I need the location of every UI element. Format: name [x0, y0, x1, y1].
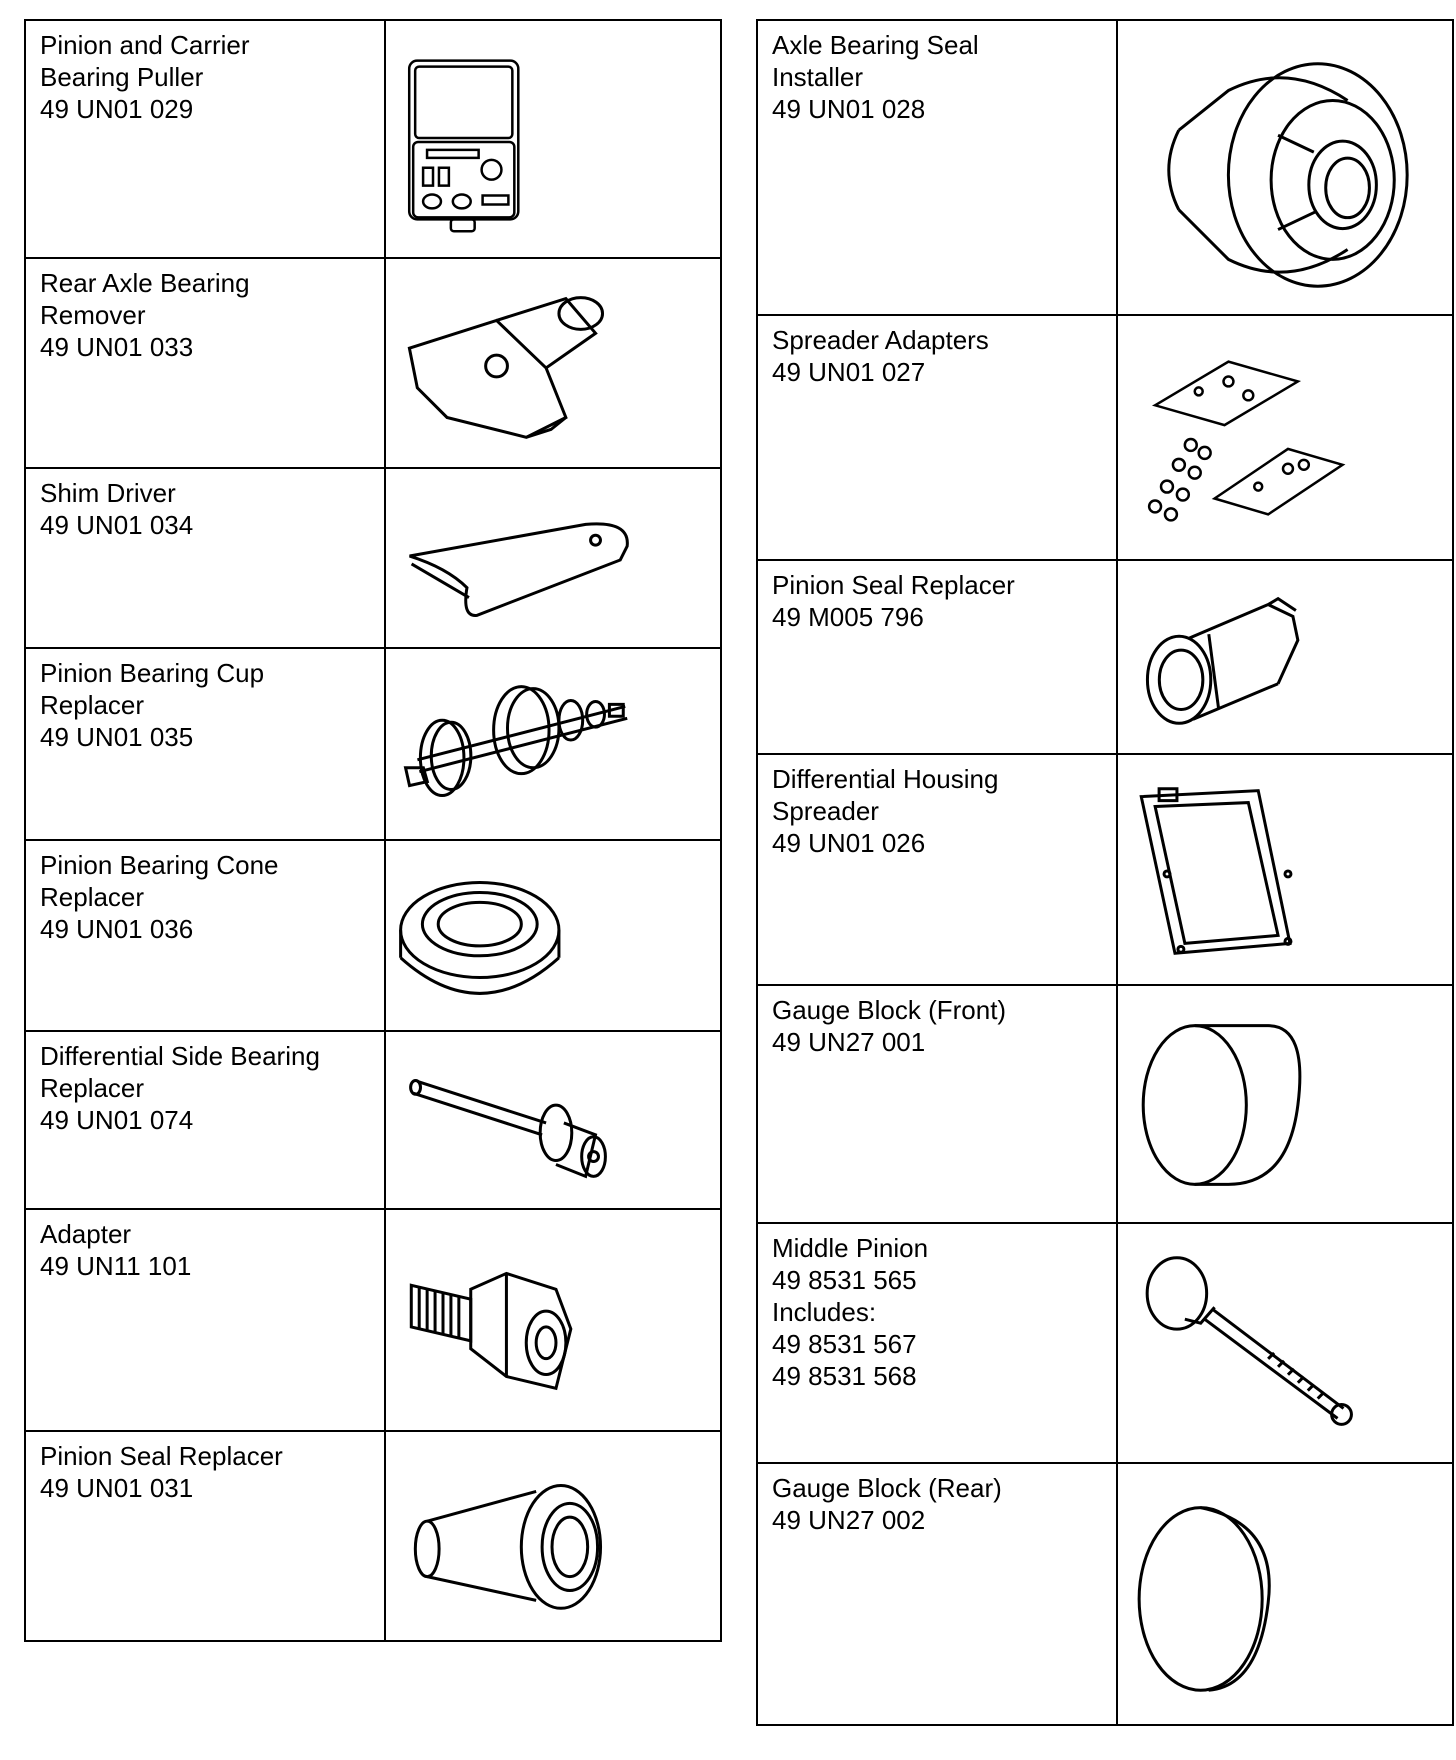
tool-illustration-cell [385, 648, 721, 840]
tool-name-line: Middle Pinion [772, 1233, 929, 1263]
tool-illustration-cell [385, 1431, 721, 1641]
tool-name-line: Rear Axle Bearing [40, 268, 250, 298]
tool-name-line: Pinion Seal Replacer [772, 570, 1015, 600]
tool-label-cell [25, 1431, 385, 1641]
tool-row [757, 985, 1453, 1223]
tool-part-number: 49 UN01 028 [772, 94, 926, 124]
tool-name-line: Bearing Puller [40, 62, 204, 92]
tool-row [25, 258, 721, 468]
tool-part-number: 49 UN01 033 [40, 332, 194, 362]
tool-part-number: 49 UN01 035 [40, 722, 194, 752]
tool-name-line: Replacer [40, 882, 145, 912]
t-handle-remover-icon [386, 259, 720, 467]
tool-row [25, 1031, 721, 1209]
tool-label-cell [757, 20, 1117, 315]
tool-label-cell [25, 20, 385, 258]
tool-part-number: 49 UN01 074 [40, 1105, 194, 1135]
tool-illustration-cell [1117, 985, 1453, 1223]
tool-row [757, 20, 1453, 315]
tool-name-line: Replacer [40, 690, 145, 720]
tool-row [757, 1463, 1453, 1725]
tool-name-line: Pinion Seal Replacer [40, 1441, 283, 1471]
tool-part-number: 49 8531 568 [772, 1361, 917, 1391]
tool-name-line: Pinion Bearing Cup [40, 658, 265, 688]
tool-name-line: Spreader Adapters [772, 325, 989, 355]
cup-replacer-icon [386, 649, 720, 839]
tool-row [25, 840, 721, 1031]
tool-part-number: 49 8531 565 [772, 1265, 917, 1295]
tool-row [25, 1209, 721, 1431]
tool-part-number: 49 M005 796 [772, 602, 924, 632]
tool-row [757, 754, 1453, 985]
tool-illustration-cell [385, 1209, 721, 1431]
tool-name-line: Pinion Bearing Cone [40, 850, 279, 880]
tool-row [25, 1431, 721, 1641]
tool-row [757, 315, 1453, 560]
tool-name-line: Remover [40, 300, 146, 330]
tool-label-cell [757, 985, 1117, 1223]
tool-name-line: Replacer [40, 1073, 145, 1103]
tool-name-line: Shim Driver [40, 478, 176, 508]
tool-illustration-cell [1117, 20, 1453, 315]
tapered-seal-replacer-icon [386, 1432, 720, 1640]
tool-label-cell [757, 560, 1117, 754]
tool-part-number: 49 UN01 031 [40, 1473, 194, 1503]
seal-replacer-icon [1118, 561, 1452, 753]
tool-label-cell [757, 1463, 1117, 1725]
left-tool-table [24, 19, 722, 1642]
tool-part-number: 49 UN01 026 [772, 828, 926, 858]
tool-name-line: Installer [772, 62, 864, 92]
tool-name-line: Adapter [40, 1219, 132, 1249]
tool-label-cell [25, 1209, 385, 1431]
tool-label-cell [25, 840, 385, 1031]
tool-case-icon [386, 21, 720, 257]
tool-name-line: Differential Side Bearing [40, 1041, 320, 1071]
tool-illustration-cell [1117, 1463, 1453, 1725]
tool-part-number: 49 UN01 029 [40, 94, 194, 124]
tool-label-cell [757, 1223, 1117, 1463]
tool-label-cell [25, 1031, 385, 1209]
spreader-adapter-plates-icon [1118, 316, 1452, 559]
tool-illustration-cell [385, 468, 721, 648]
housing-spreader-frame-icon [1118, 755, 1452, 984]
right-tool-table [756, 19, 1454, 1726]
tool-row [25, 20, 721, 258]
tool-row [757, 1223, 1453, 1463]
tool-row [25, 648, 721, 840]
tool-part-number: 49 UN01 034 [40, 510, 194, 540]
tool-label-cell [25, 258, 385, 468]
shim-driver-icon [386, 469, 720, 647]
tool-illustration-cell [1117, 315, 1453, 560]
tool-row [25, 468, 721, 648]
tool-label-cell [25, 648, 385, 840]
tool-part-number: 49 UN01 027 [772, 357, 926, 387]
tool-part-number: 49 8531 567 [772, 1329, 917, 1359]
threaded-adapter-icon [386, 1210, 720, 1430]
tool-illustration-cell [385, 258, 721, 468]
tool-name-line: Spreader [772, 796, 879, 826]
tool-part-number: 49 UN11 101 [40, 1251, 192, 1281]
tool-name-line: Gauge Block (Rear) [772, 1473, 1002, 1503]
tool-part-number: 49 UN01 036 [40, 914, 194, 944]
tool-includes-label: Includes: [772, 1297, 877, 1327]
cone-replacer-ring-icon [386, 841, 720, 1030]
tool-illustration-cell [1117, 1223, 1453, 1463]
middle-pinion-shaft-icon [1118, 1224, 1452, 1462]
tool-name-line: Gauge Block (Front) [772, 995, 1007, 1025]
seal-installer-icon [1118, 21, 1452, 314]
tool-row [757, 560, 1453, 754]
tool-label-cell [757, 754, 1117, 985]
tool-name-line: Axle Bearing Seal [772, 30, 979, 60]
tool-name-line: Differential Housing [772, 764, 999, 794]
tool-part-number: 49 UN27 002 [772, 1505, 926, 1535]
tool-label-cell [757, 315, 1117, 560]
tool-illustration-cell [385, 1031, 721, 1209]
side-bearing-replacer-icon [386, 1032, 720, 1208]
tool-label-cell [25, 468, 385, 648]
tool-illustration-cell [1117, 560, 1453, 754]
tool-name-line: Pinion and Carrier [40, 30, 250, 60]
gauge-block-rear-icon [1118, 1464, 1452, 1724]
tool-illustration-cell [385, 840, 721, 1031]
tool-illustration-cell [1117, 754, 1453, 985]
tool-illustration-cell [385, 20, 721, 258]
gauge-block-front-icon [1118, 986, 1452, 1222]
tool-part-number: 49 UN27 001 [772, 1027, 926, 1057]
